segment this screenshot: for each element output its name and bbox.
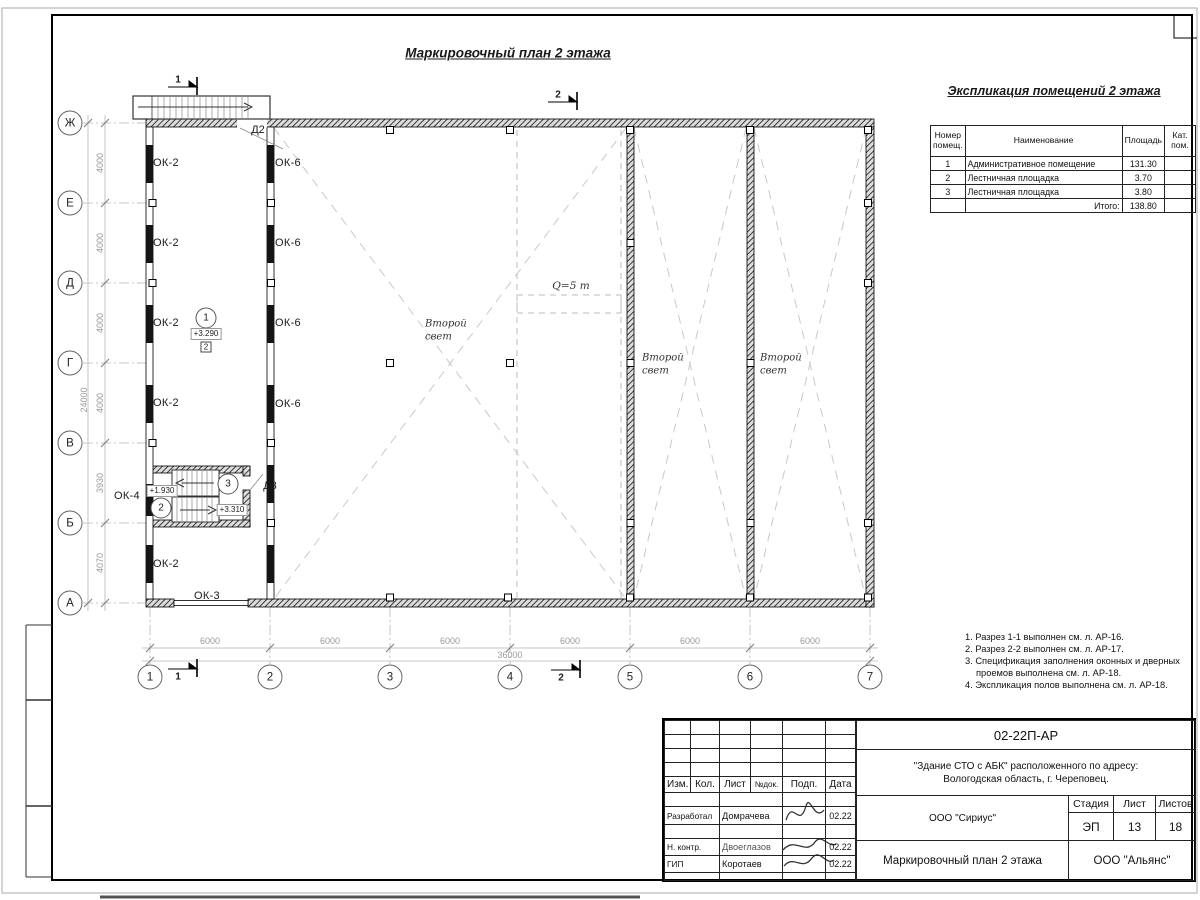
total-cat: [1165, 199, 1196, 213]
drawing-title: Маркировочный план 2 этажа: [857, 841, 1069, 881]
window-label: ОК-2: [153, 157, 179, 169]
axis-bubble-row: [58, 431, 83, 456]
sheets-label: Листов: [1156, 796, 1196, 813]
date-developer: 02.22: [826, 807, 856, 825]
date-ncontr: 02.22: [826, 839, 856, 856]
room-cat: [1165, 157, 1196, 171]
title-block-left: [664, 720, 856, 881]
window-label: ОК-2: [153, 558, 179, 570]
axis-number: 6: [746, 671, 754, 683]
role-developer: Разработал: [665, 807, 720, 825]
axis-number: 2: [266, 671, 274, 683]
level-mark: +3.310: [217, 504, 248, 516]
room-num: 3: [931, 185, 966, 199]
dim-left: 4000: [95, 392, 105, 414]
room-name: Административное помещение: [965, 157, 1122, 171]
dim-bottom-total: 36000: [497, 650, 523, 660]
axis-bubble-col: [138, 665, 163, 690]
dim-left: 4000: [95, 232, 105, 254]
section-mark-label: 1: [175, 671, 181, 683]
crane-capacity-label: Q=5 т: [552, 280, 590, 292]
second-light-label: Второй свет: [760, 352, 802, 376]
internal-stair: [172, 470, 219, 522]
axis-bubble-col: [618, 665, 643, 690]
room-mark: [196, 308, 217, 329]
table-row: [931, 185, 1196, 199]
window-label: ОК-2: [153, 397, 179, 409]
total-value: 138.80: [1122, 199, 1164, 213]
col-list: Лист: [720, 777, 751, 793]
axis-number: 5: [626, 671, 634, 683]
room-area: 3.70: [1122, 171, 1164, 185]
room-mark: [218, 474, 239, 495]
room-num: 2: [931, 171, 966, 185]
axis-letter: В: [66, 437, 74, 449]
axis-letter: А: [66, 597, 74, 609]
table-row: [931, 171, 1196, 185]
dim-bottom: 6000: [199, 636, 221, 646]
door-label: Д2: [251, 124, 265, 136]
dim-left: 4000: [95, 312, 105, 334]
crane-zone: [517, 130, 621, 598]
total-spacer: [931, 199, 966, 213]
axis-bubble-row: [58, 111, 83, 136]
company: ООО "Сириус": [857, 796, 1069, 841]
axis-bubble-row: [58, 351, 83, 376]
explication-header-name: Наименование: [965, 126, 1122, 157]
table-row-total: [931, 199, 1196, 213]
door-swing-d3: [250, 474, 263, 490]
dimension-ticks: [84, 119, 874, 665]
room-number: 2: [158, 502, 164, 514]
level-mark: +1.930: [147, 485, 178, 497]
window-label: ОК-2: [153, 237, 179, 249]
window-label: ОК-6: [275, 317, 301, 329]
sheet-label: Лист: [1114, 796, 1156, 813]
room-number: 3: [225, 478, 231, 490]
second-light-label: Второй свет: [425, 318, 467, 342]
explication-header-num: Номер помещ.: [931, 126, 966, 157]
dim-bottom: 6000: [439, 636, 461, 646]
window-label: ОК-3: [194, 590, 220, 602]
section-mark-label: 1: [175, 74, 181, 86]
room-cat: [1165, 171, 1196, 185]
name-gip: Коротаев: [720, 856, 783, 873]
dim-left: 4070: [95, 552, 105, 574]
axis-number: 7: [866, 671, 874, 683]
axis-letter: Ж: [64, 117, 76, 129]
thin-walls: [146, 127, 274, 606]
sheet-value: 13: [1114, 813, 1156, 841]
section-mark-label: 2: [555, 89, 561, 101]
window-label: ОК-4: [114, 490, 140, 502]
name-developer: Домрачева: [720, 807, 783, 825]
window-label: ОК-2: [153, 317, 179, 329]
signature-cell: [783, 807, 826, 825]
role-gip: ГИП: [665, 856, 720, 873]
col-kol: Кол.: [691, 777, 720, 793]
name-ncontr: Двоеглазов: [720, 839, 783, 856]
section-marks: [168, 74, 580, 678]
date-gip: 02.22: [826, 856, 856, 873]
section-mark-label: 2: [558, 672, 564, 684]
project-line2: Вологодская область, г. Череповец.: [943, 773, 1109, 785]
title-block: [662, 718, 1196, 882]
axis-bubble-col: [738, 665, 763, 690]
axis-letter: Б: [66, 517, 74, 529]
second-light-label: Второй свет: [642, 352, 684, 376]
explication-header-cat: Кат. пом.: [1165, 126, 1196, 157]
axis-bubble-row: [58, 271, 83, 296]
total-label: Итого:: [965, 199, 1122, 213]
notes-block: [965, 631, 1195, 691]
dim-left-total: 24000: [79, 387, 89, 413]
axis-number: 1: [146, 671, 154, 683]
axis-letter: Г: [66, 357, 74, 369]
axis-bubble-row: [58, 591, 83, 616]
external-stair: [133, 96, 270, 119]
dim-left: 3930: [95, 472, 105, 494]
stage-value: ЭП: [1069, 813, 1114, 841]
room-cat: [1165, 185, 1196, 199]
signature-cell: [783, 839, 826, 856]
door-label: Д3: [263, 480, 277, 492]
dim-bottom: 6000: [319, 636, 341, 646]
table-row: [931, 157, 1196, 171]
signature-cell: [783, 856, 826, 873]
axis-bubble-col: [378, 665, 403, 690]
col-izm: Изм.: [665, 777, 691, 793]
window-label: ОК-6: [275, 237, 301, 249]
col-data: Дата: [826, 777, 856, 793]
note: 1. Разрез 1-1 выполнен см. л. АР-16.: [965, 632, 1124, 642]
axis-bubble-col: [498, 665, 523, 690]
axis-number: 3: [386, 671, 394, 683]
project-name: [857, 750, 1196, 796]
role-ncontr: Н. контр.: [665, 839, 720, 856]
window-label: ОК-6: [275, 398, 301, 410]
dim-bottom: 6000: [559, 636, 581, 646]
stage-label: Стадия: [1069, 796, 1114, 813]
explication-title: Экспликация помещений 2 этажа: [947, 84, 1161, 98]
axis-letter: Д: [66, 277, 74, 289]
note: 2. Разрез 2-2 выполнен см. л. АР-17.: [965, 644, 1124, 655]
room-name: Лестничная площадка: [965, 185, 1122, 199]
axis-bubble-col: [258, 665, 283, 690]
axis-number: 4: [506, 671, 514, 683]
room-area: 3.80: [1122, 185, 1164, 199]
title-block-right: [856, 720, 1196, 881]
room-name: Лестничная площадка: [965, 171, 1122, 185]
room-num: 1: [931, 157, 966, 171]
window-label: ОК-6: [275, 157, 301, 169]
sheets-value: 18: [1156, 813, 1196, 841]
explication-table: [930, 125, 1196, 213]
axis-lines: [83, 115, 878, 664]
dim-bottom: 6000: [799, 636, 821, 646]
room-area: 131.30: [1122, 157, 1164, 171]
axis-bubble-row: [58, 191, 83, 216]
col-ndok: №док.: [751, 777, 783, 793]
col-podp: Подп.: [783, 777, 826, 793]
note: 4. Экспликация полов выполнена см. л. АР-18.: [965, 680, 1168, 691]
room-mark: [151, 498, 172, 519]
axis-bubble-row: [58, 511, 83, 536]
level-mark: +3.290: [191, 328, 222, 340]
plan-title: Маркировочный план 2 этажа: [405, 45, 611, 61]
axis-bubble-col: [858, 665, 883, 690]
dim-left: 4000: [95, 152, 105, 174]
room-number: 1: [203, 312, 209, 324]
doc-number: 02-22П-АР: [857, 721, 1196, 750]
floor-type-mark: [201, 342, 212, 353]
floor-type-number: 2: [203, 342, 209, 352]
axis-letter: Е: [66, 197, 74, 209]
project-line1: "Здание СТО с АБК" расположенного по адресу:: [913, 760, 1139, 772]
dim-bottom: 6000: [679, 636, 701, 646]
contractor: ООО "Альянс": [1069, 841, 1196, 881]
explication-header-area: Площадь: [1122, 126, 1164, 157]
note: 3. Спецификация заполнения оконных и дверных проемов выполнена см. л. АР-18.: [965, 656, 1180, 679]
